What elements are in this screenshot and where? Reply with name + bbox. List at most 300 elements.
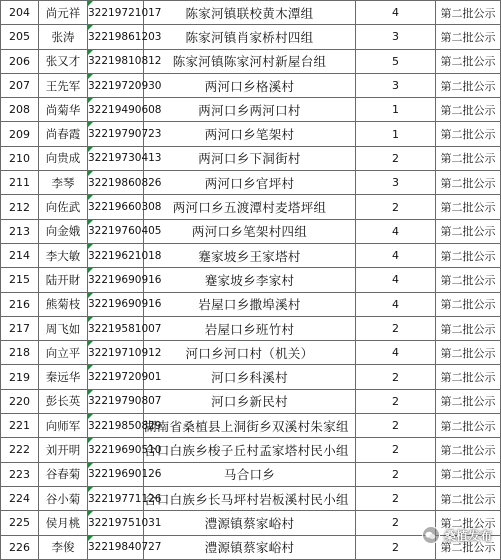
row-number: 208 [9,103,30,117]
batch-status-cell [436,98,501,122]
household-count: 3 [392,176,399,190]
person-name: 向立平 [45,345,81,360]
row-number-cell [1,535,39,559]
id-number: 32219850829 [88,419,162,432]
household-count-cell [356,268,436,292]
batch-status: 第二批公示 [440,128,496,142]
batch-status: 第二批公示 [440,225,496,239]
text-number-indicator-icon [88,293,93,298]
address: 湖南省桑植县上洞街乡双溪村朱家组 [144,418,349,434]
text-number-indicator-icon [88,122,93,127]
id-number-cell [88,1,162,25]
id-number: 32219771126 [88,492,162,505]
id-number: 32219690510 [88,443,162,456]
household-count: 4 [392,346,399,360]
row-number: 212 [9,200,30,214]
household-count-cell [356,389,436,413]
address: 澧源镇蔡家峪村 [204,540,295,556]
household-count-cell [356,98,436,122]
table-row [1,365,501,389]
address: 蹇家坡乡李家村 [204,272,295,288]
text-number-indicator-icon [88,1,93,6]
person-name-cell [39,316,88,340]
address: 河口乡新民村 [211,394,288,410]
address-cell [144,1,356,25]
batch-status: 第二批公示 [440,443,496,457]
person-name: 张涛 [51,29,75,44]
text-number-indicator-icon [88,74,93,79]
address: 两河口乡笔架村四组 [191,224,308,240]
text-number-indicator-icon [88,390,93,395]
household-count: 4 [392,273,399,287]
table-row [1,316,501,340]
text-number-indicator-icon [88,268,93,273]
person-name: 李大敏 [45,248,81,263]
id-number-cell [88,511,162,535]
address-cell [144,462,356,486]
table-row [1,1,501,25]
address: 两河口乡官坪村 [204,175,295,191]
person-name-cell [39,25,88,49]
household-count-cell [356,292,436,316]
row-number-cell [1,98,39,122]
household-count: 2 [392,516,399,530]
row-number: 211 [9,176,30,190]
batch-status-cell [436,292,501,316]
batch-status: 第二批公示 [440,492,496,506]
person-name: 向佐武 [45,200,81,215]
id-number: 32219490608 [88,103,162,116]
table-row [1,122,501,146]
person-name: 彭长英 [45,394,81,409]
batch-status: 第二批公示 [440,30,496,44]
id-number-cell [88,438,162,462]
id-number-cell [88,268,162,292]
id-number: 32219690126 [88,468,162,481]
household-count-cell [356,438,436,462]
row-number: 214 [9,249,30,263]
household-count-cell [356,365,436,389]
table-row [1,414,501,438]
id-number: 32219810812 [88,55,162,68]
id-number-cell [88,389,162,413]
batch-status-cell [436,195,501,219]
address-cell [144,365,356,389]
household-count-cell [356,146,436,170]
text-number-indicator-icon [88,171,93,176]
person-name-cell [39,511,88,535]
household-count: 2 [392,492,399,506]
person-name-cell [39,365,88,389]
row-number-cell [1,511,39,535]
table-row [1,73,501,97]
id-number-cell [88,486,162,510]
id-number-cell [88,365,162,389]
address: 陈家河镇陈家河村新屋台组 [172,54,327,70]
row-number-cell [1,195,39,219]
text-number-indicator-icon [88,147,93,152]
row-number: 217 [9,322,30,335]
person-name-cell [39,268,88,292]
household-count: 2 [392,200,399,214]
text-number-indicator-icon [88,536,93,541]
text-number-indicator-icon [88,438,93,443]
address-cell [144,316,356,340]
id-number: 32219690916 [88,298,162,311]
watermark [422,526,492,544]
address: 两河口乡格溪村 [204,78,295,94]
batch-status: 第二批公示 [440,6,496,20]
row-number-cell [1,268,39,292]
address-cell [144,25,356,49]
person-name: 周飞如 [45,321,81,336]
household-count-cell [356,316,436,340]
row-number-cell [1,49,39,73]
text-number-indicator-icon [88,220,93,225]
person-name: 向师军 [45,418,81,433]
household-count-cell [356,73,436,97]
batch-status-cell [436,316,501,340]
table-row [1,195,501,219]
row-number: 205 [9,30,30,44]
person-name: 熊菊枝 [45,297,81,312]
batch-status-cell [436,219,501,243]
row-number-cell [1,292,39,316]
table-row [1,268,501,292]
row-number-cell [1,25,39,49]
address-cell [144,389,356,413]
text-number-indicator-icon [88,244,93,249]
text-number-indicator-icon [88,365,93,370]
id-number: 32219720901 [88,371,162,384]
person-name: 尚春霞 [45,127,81,142]
person-name-cell [39,462,88,486]
household-count-cell [356,219,436,243]
household-count-cell [356,486,436,510]
row-number-cell [1,243,39,267]
table-row [1,49,501,73]
household-count: 4 [392,224,399,238]
id-number-cell [88,195,162,219]
household-count-cell [356,49,436,73]
row-number: 220 [9,394,30,408]
batch-status-cell [436,49,501,73]
batch-status-cell [436,486,501,510]
text-number-indicator-icon [88,98,93,103]
person-name-cell [39,243,88,267]
table-row [1,146,501,170]
person-name: 尚元祥 [45,5,81,20]
table-row [1,341,501,365]
household-count-cell [356,25,436,49]
address: 澧源镇蔡家峪村 [204,515,295,531]
household-count-cell [356,243,436,267]
table-row [1,462,501,486]
id-number: 32219710912 [88,346,162,359]
address-cell [144,292,356,316]
row-number-cell [1,414,39,438]
household-count-cell [356,1,436,25]
household-count: 2 [392,370,399,384]
row-number: 223 [9,467,30,481]
person-name: 陆开財 [45,272,81,287]
table-row [1,243,501,267]
id-number: 32219730413 [88,152,162,165]
id-number: 32219581007 [88,322,162,335]
row-number-cell [1,146,39,170]
household-count: 2 [392,151,399,165]
id-number-cell [88,341,162,365]
text-number-indicator-icon [88,50,93,55]
table-row [1,389,501,413]
address-cell [144,486,356,510]
household-count: 2 [392,322,399,335]
row-number-cell [1,171,39,195]
text-number-indicator-icon [88,414,93,419]
text-number-indicator-icon [88,195,93,200]
address-cell [144,171,356,195]
row-number-cell [1,462,39,486]
batch-status-cell [436,122,501,146]
row-number: 209 [9,127,30,141]
batch-status: 第二批公示 [440,249,496,263]
id-number: 32219860826 [88,176,162,189]
batch-status-cell [436,146,501,170]
id-number-cell [88,122,162,146]
row-number-cell [1,438,39,462]
batch-status: 第二批公示 [440,201,496,215]
row-number-cell [1,341,39,365]
address: 河口乡科溪村 [211,370,288,386]
address-cell [144,243,356,267]
address-cell [144,98,356,122]
id-number-cell [88,171,162,195]
address-cell [144,219,356,243]
batch-status-cell [436,365,501,389]
row-number-cell [1,365,39,389]
person-name: 秦远华 [45,370,81,385]
id-number-cell [88,98,162,122]
row-number: 221 [9,419,30,433]
id-number-cell [88,49,162,73]
row-number-cell [1,486,39,510]
row-number: 219 [9,370,30,384]
row-number: 210 [9,151,30,165]
person-name: 侯月桃 [45,515,81,530]
person-name-cell [39,292,88,316]
household-count: 2 [392,443,399,457]
address-cell [144,146,356,170]
person-name-cell [39,73,88,97]
address: 合口白族乡梭子丘村孟家塔村民小组 [144,442,349,458]
batch-status: 第二批公示 [440,55,496,69]
household-count-cell [356,341,436,365]
household-count: 3 [392,79,399,93]
household-count: 1 [392,127,399,141]
person-name-cell [39,1,88,25]
batch-status-cell [436,171,501,195]
watermark-text: 桑植发布 [443,528,492,543]
text-number-indicator-icon [88,341,93,346]
batch-status: 第二批公示 [440,322,496,336]
batch-status: 第二批公示 [440,346,496,360]
person-name: 谷春菊 [45,467,81,482]
person-name-cell [39,146,88,170]
id-number: 32219720930 [88,79,162,92]
text-number-indicator-icon [88,511,93,516]
batch-status: 第二批公示 [440,176,496,190]
household-count-cell [356,414,436,438]
household-count-cell [356,195,436,219]
id-number-cell [88,462,162,486]
batch-status-cell [436,341,501,365]
address: 合口白族乡长马坪村岩板溪村民小组 [144,491,349,507]
address-cell [144,73,356,97]
person-name-cell [39,122,88,146]
text-number-indicator-icon [88,317,93,322]
address-cell [144,341,356,365]
person-name-cell [39,98,88,122]
batch-status: 第二批公示 [440,395,496,409]
batch-status-cell [436,414,501,438]
row-number: 224 [9,492,30,506]
row-number-cell [1,316,39,340]
household-count: 2 [392,540,399,554]
batch-status: 第二批公示 [440,103,496,117]
person-name-cell [39,219,88,243]
household-count: 2 [392,419,399,433]
batch-status-cell [436,462,501,486]
address: 陈家河镇联校黄木潭组 [185,5,314,21]
id-number-cell [88,243,162,267]
table-row [1,25,501,49]
id-number: 32219760405 [88,225,162,238]
address: 岩屋口乡班竹村 [204,321,295,337]
person-name: 张又才 [45,54,81,69]
row-number: 206 [9,54,30,68]
person-name-cell [39,195,88,219]
id-number: 32219721017 [88,6,162,19]
row-number: 218 [9,346,30,360]
person-name: 谷小菊 [45,491,81,506]
address: 马合口乡 [223,467,276,483]
address-cell [144,414,356,438]
batch-status: 第二批公示 [440,152,496,166]
table-row [1,486,501,510]
text-number-indicator-icon [88,463,93,468]
household-count: 3 [392,30,399,44]
id-number-cell [88,219,162,243]
address: 河口乡河口村（机关） [185,345,314,361]
address-cell [144,268,356,292]
row-number: 226 [9,540,30,554]
row-number: 204 [9,6,30,20]
table-row [1,219,501,243]
row-number: 222 [9,443,30,457]
table-row [1,171,501,195]
wechat-logo-icon [422,526,440,544]
id-number-cell [88,414,162,438]
household-count: 1 [392,103,399,117]
address: 陈家河镇肖家桥村四组 [185,29,314,45]
address: 两河口乡五渡潭村麦塔坪组 [172,200,327,216]
address-cell [144,122,356,146]
household-count: 4 [392,249,399,263]
id-number: 32219690916 [88,273,162,286]
batch-status: 第二批公示 [440,516,496,530]
address: 蹇家坡乡王家塔村 [198,248,301,264]
household-count-cell [356,462,436,486]
id-number: 32219660308 [88,201,162,214]
address-cell [144,49,356,73]
person-name: 向金娥 [45,224,81,239]
row-number-cell [1,73,39,97]
batch-status-cell [436,25,501,49]
batch-status: 第二批公示 [440,419,496,433]
person-name-cell [39,389,88,413]
id-number-cell [88,146,162,170]
batch-status-cell [436,243,501,267]
address: 两河口乡下洞街村 [198,151,301,167]
id-number: 32219621018 [88,249,162,262]
batch-status-cell [436,438,501,462]
id-number-cell [88,316,162,340]
batch-status: 第二批公示 [440,371,496,385]
address: 两河口乡两河口村 [198,102,301,118]
row-number: 207 [9,79,30,93]
id-number: 32219861203 [88,30,162,43]
address-cell [144,511,356,535]
household-count: 4 [392,6,399,20]
row-number-cell [1,389,39,413]
address-cell [144,438,356,462]
row-number-cell [1,1,39,25]
batch-status-cell [436,268,501,292]
row-number: 216 [9,297,30,311]
person-name-cell [39,49,88,73]
household-count: 2 [392,394,399,408]
person-name-cell [39,438,88,462]
id-number: 32219751031 [88,516,162,529]
batch-status-cell [436,389,501,413]
id-number-cell [88,292,162,316]
person-name: 王先军 [45,78,81,93]
person-name-cell [39,414,88,438]
batch-status: 第二批公示 [440,541,496,555]
row-number: 215 [9,273,30,287]
id-number-cell [88,535,162,559]
household-count: 2 [392,467,399,481]
table-row [1,292,501,316]
person-name-cell [39,341,88,365]
id-number: 32219790723 [88,128,162,141]
address: 两河口乡笔架村 [204,127,295,143]
id-number-cell [88,73,162,97]
row-number: 225 [9,516,30,530]
id-number: 32219840727 [88,541,162,554]
batch-status: 第二批公示 [440,273,496,287]
table-body [1,1,501,560]
person-name: 李俊 [51,540,75,555]
person-name: 尚菊华 [45,102,81,117]
id-number: 32219790807 [88,395,162,408]
text-number-indicator-icon [88,25,93,30]
batch-status: 第二批公示 [440,298,496,312]
batch-status: 第二批公示 [440,79,496,93]
household-count-cell [356,122,436,146]
batch-status-cell [436,73,501,97]
row-number-cell [1,219,39,243]
